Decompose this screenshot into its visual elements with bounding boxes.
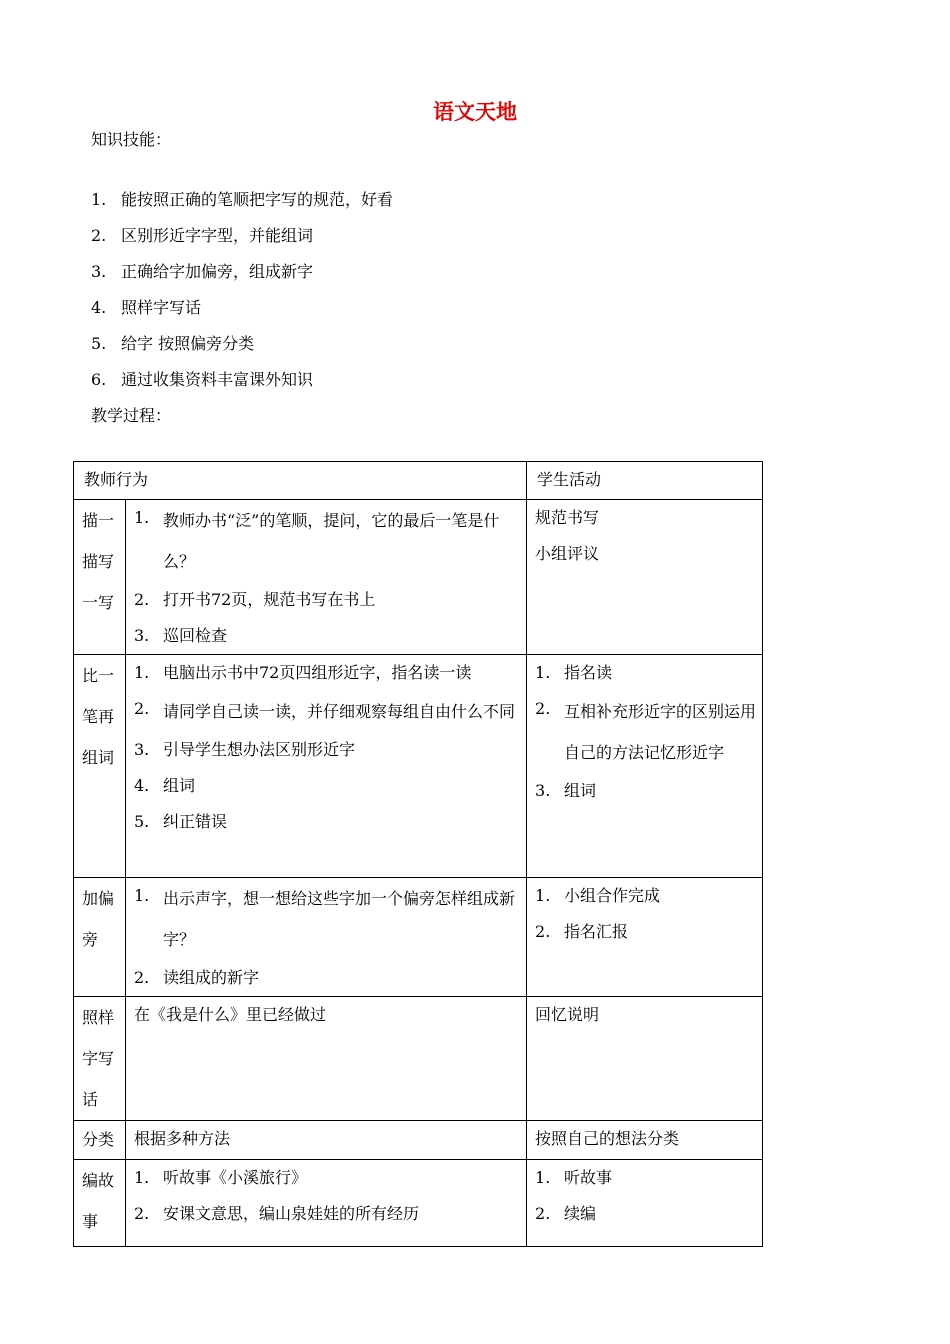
teacher-cell bbox=[126, 997, 527, 1121]
item-number: 1. bbox=[535, 886, 551, 905]
student-cell bbox=[527, 1160, 763, 1247]
table-row bbox=[74, 1160, 763, 1247]
item-number: 2. bbox=[535, 922, 551, 941]
objective-number: 4. bbox=[91, 298, 107, 317]
list-item bbox=[134, 500, 520, 582]
item-text: 电脑出示书中72页四组形近字，指名读一读 bbox=[163, 663, 472, 682]
teacher-activity-text: 在《我是什么》里已经做过 bbox=[134, 1005, 327, 1024]
item-number: 3. bbox=[134, 740, 150, 759]
table-row bbox=[74, 500, 763, 655]
list-item bbox=[134, 582, 520, 618]
objective-number: 3. bbox=[91, 262, 107, 281]
teacher-cell bbox=[126, 878, 527, 997]
student-activity-text: 小组评议 bbox=[535, 544, 600, 563]
category-label: 比一笔再组词 bbox=[82, 666, 115, 767]
category-cell bbox=[74, 1160, 126, 1247]
item-number: 4. bbox=[134, 776, 150, 795]
item-number: 1. bbox=[134, 1168, 150, 1187]
item-number: 5. bbox=[134, 812, 150, 831]
list-item bbox=[134, 691, 520, 732]
teacher-activity-text: 根据多种方法 bbox=[134, 1129, 231, 1148]
list-item bbox=[134, 655, 520, 691]
teacher-header: 教师行为 bbox=[84, 470, 149, 489]
objective-number: 5. bbox=[91, 334, 107, 353]
list-item bbox=[134, 1196, 520, 1232]
item-number: 1. bbox=[134, 663, 150, 682]
item-number: 2. bbox=[134, 968, 150, 987]
list-item bbox=[535, 691, 756, 773]
teacher-cell bbox=[126, 1160, 527, 1247]
category-label: 照样字写话 bbox=[82, 1008, 115, 1109]
item-text: 听故事《小溪旅行》 bbox=[163, 1168, 308, 1187]
student-activity-text: 规范书写 bbox=[535, 508, 600, 527]
process-heading: 教学过程： bbox=[91, 406, 172, 425]
category-label: 分类 bbox=[82, 1130, 115, 1149]
student-cell bbox=[527, 655, 763, 878]
table-row bbox=[74, 997, 763, 1121]
item-text: 打开书72页，规范书写在书上 bbox=[163, 590, 376, 609]
item-number: 3. bbox=[535, 781, 551, 800]
item-number: 2. bbox=[535, 699, 551, 718]
item-text: 听故事 bbox=[564, 1168, 613, 1187]
teacher-cell bbox=[126, 1121, 527, 1160]
table-row bbox=[74, 655, 763, 878]
table-row bbox=[74, 1121, 763, 1160]
item-text: 请同学自己读一读，并仔细观察每组自由什么不同 bbox=[163, 702, 516, 721]
list-item bbox=[134, 804, 520, 840]
item-text: 指名读 bbox=[564, 663, 613, 682]
list-item bbox=[134, 1160, 520, 1196]
list-item bbox=[535, 914, 756, 950]
item-number: 1. bbox=[535, 1168, 551, 1187]
list-item bbox=[134, 878, 520, 960]
objective-text: 通过收集资料丰富课外知识 bbox=[121, 370, 314, 389]
student-cell bbox=[527, 1121, 763, 1160]
objective-text: 给字 按照偏旁分类 bbox=[121, 334, 255, 353]
objective-text: 能按照正确的笔顺把字写的规范，好看 bbox=[121, 190, 394, 209]
objective-number: 1. bbox=[91, 190, 107, 209]
item-text: 安课文意思，编山泉娃娃的所有经历 bbox=[163, 1204, 420, 1223]
list-item bbox=[134, 618, 520, 654]
category-cell bbox=[74, 500, 126, 655]
item-text: 教师办书“泛”的笔顺，提问，它的最后一笔是什么？ bbox=[163, 511, 500, 571]
item-number: 2. bbox=[134, 1204, 150, 1223]
category-label: 编故事 bbox=[82, 1171, 115, 1231]
item-number: 1. bbox=[134, 886, 150, 905]
lesson-table bbox=[73, 461, 763, 1247]
item-text: 纠正错误 bbox=[163, 812, 228, 831]
document-title: 语文天地 bbox=[433, 100, 517, 124]
category-label: 描一描写一写 bbox=[82, 511, 115, 612]
objective-number: 6. bbox=[91, 370, 107, 389]
category-cell bbox=[74, 1121, 126, 1160]
item-text: 续编 bbox=[564, 1204, 597, 1223]
teacher-cell bbox=[126, 500, 527, 655]
list-item bbox=[535, 1160, 756, 1196]
teacher-header-cell bbox=[74, 462, 527, 500]
student-header-cell bbox=[527, 462, 763, 500]
objective-text: 照样字写话 bbox=[121, 298, 202, 317]
list-item bbox=[535, 655, 756, 691]
list-item bbox=[535, 878, 756, 914]
item-text: 巡回检查 bbox=[163, 626, 228, 645]
item-number: 2. bbox=[535, 1204, 551, 1223]
student-activity-text: 回忆说明 bbox=[535, 1005, 600, 1024]
item-text: 指名汇报 bbox=[564, 922, 629, 941]
objective-item bbox=[91, 331, 254, 354]
table-header-row bbox=[74, 462, 763, 500]
category-label: 加偏旁 bbox=[82, 889, 115, 949]
item-text: 引导学生想办法区别形近字 bbox=[163, 740, 356, 759]
student-header: 学生活动 bbox=[537, 470, 602, 489]
skills-heading: 知识技能： bbox=[91, 130, 172, 149]
objective-item bbox=[91, 223, 313, 246]
list-item bbox=[134, 732, 520, 768]
item-number: 2. bbox=[134, 590, 150, 609]
category-cell bbox=[74, 997, 126, 1121]
list-item bbox=[535, 773, 756, 809]
item-text: 读组成的新字 bbox=[163, 968, 260, 987]
category-cell bbox=[74, 655, 126, 878]
item-text: 互相补充形近字的区别运用自己的方法记忆形近字 bbox=[564, 702, 757, 762]
item-text: 组词 bbox=[163, 776, 196, 795]
list-item bbox=[134, 768, 520, 804]
item-number: 1. bbox=[535, 663, 551, 682]
item-number: 3. bbox=[134, 626, 150, 645]
objective-item bbox=[91, 367, 313, 390]
item-number: 2. bbox=[134, 699, 150, 718]
item-text: 小组合作完成 bbox=[564, 886, 661, 905]
objective-item bbox=[91, 295, 201, 318]
objective-text: 区别形近字字型，并能组词 bbox=[121, 226, 314, 245]
table-row bbox=[74, 878, 763, 997]
list-item bbox=[535, 1196, 756, 1232]
student-cell bbox=[527, 878, 763, 997]
objective-item bbox=[91, 187, 393, 210]
item-number: 1. bbox=[134, 508, 150, 527]
teacher-cell bbox=[126, 655, 527, 878]
objective-item bbox=[91, 259, 313, 282]
category-cell bbox=[74, 878, 126, 997]
list-item bbox=[134, 960, 520, 996]
student-cell bbox=[527, 997, 763, 1121]
item-text: 组词 bbox=[564, 781, 597, 800]
objective-text: 正确给字加偏旁，组成新字 bbox=[121, 262, 314, 281]
student-activity-text: 按照自己的想法分类 bbox=[535, 1129, 680, 1148]
student-cell bbox=[527, 500, 763, 655]
objective-number: 2. bbox=[91, 226, 107, 245]
item-text: 出示声字，想一想给这些字加一个偏旁怎样组成新字？ bbox=[163, 889, 516, 949]
